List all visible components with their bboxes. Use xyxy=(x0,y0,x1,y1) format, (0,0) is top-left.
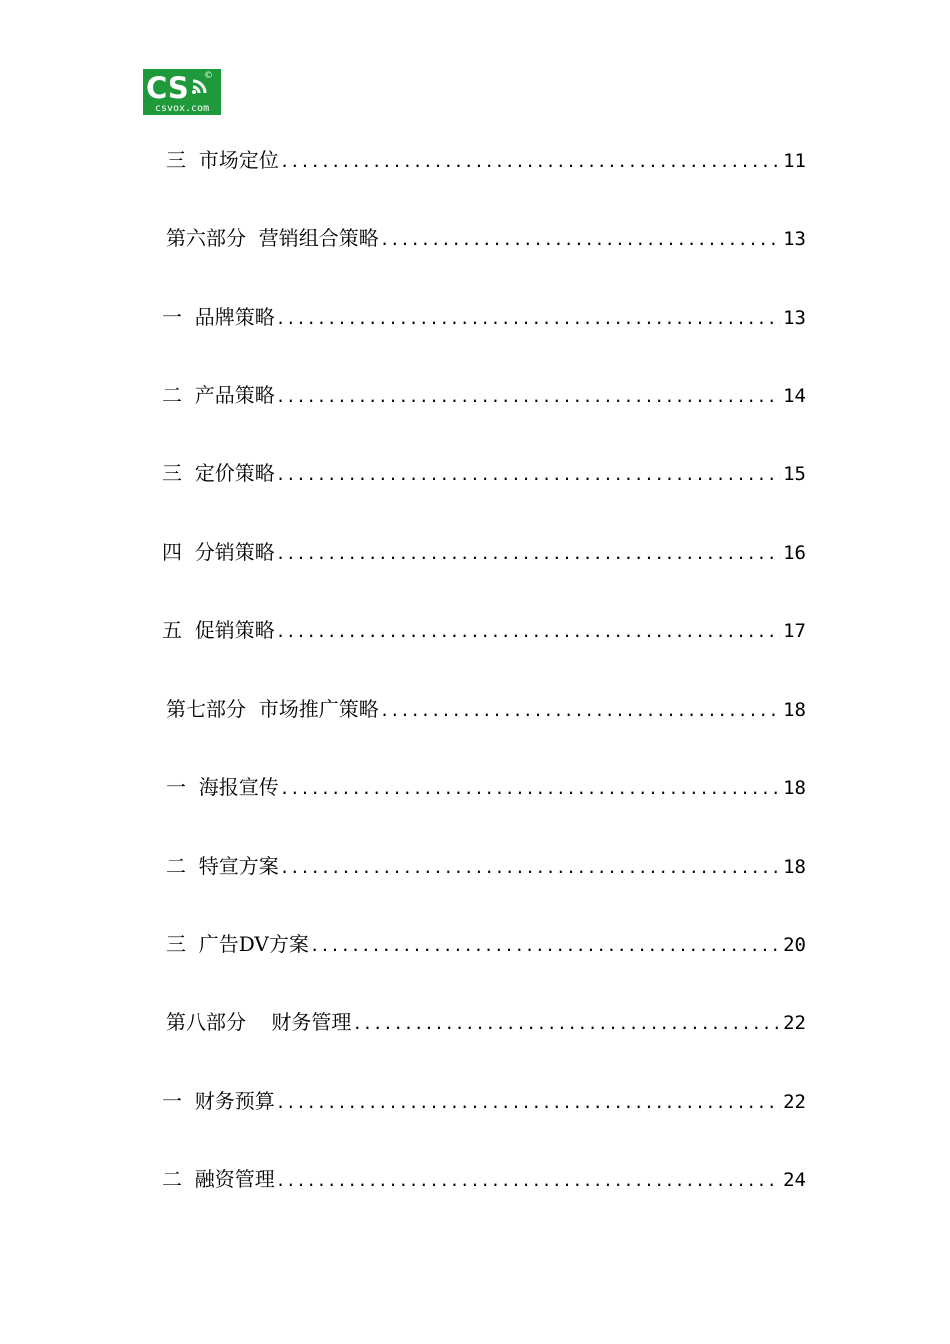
toc-dot-leader xyxy=(310,933,781,959)
toc-page-number: 14 xyxy=(783,385,806,407)
toc-entry-label: 二 融资管理 xyxy=(162,1167,275,1191)
toc-entry-financial-budget[interactable] xyxy=(162,1088,806,1114)
toc-entry-special-promotion[interactable] xyxy=(166,853,806,879)
toc-entry-label: 二 产品策略 xyxy=(162,383,275,407)
toc-entry-poster-campaign[interactable] xyxy=(166,774,806,800)
toc-entry-label: 五 促销策略 xyxy=(162,618,275,642)
toc-entry-part-seven[interactable] xyxy=(166,696,806,722)
toc-page-number: 22 xyxy=(783,1012,806,1034)
toc-page-number: 22 xyxy=(783,1091,806,1113)
toc-entry-pricing-strategy[interactable] xyxy=(162,460,806,486)
toc-page-number: 24 xyxy=(783,1169,806,1191)
toc-page-number: 13 xyxy=(783,228,806,250)
toc-entry-label: 一 海报宣传 xyxy=(166,775,279,799)
toc-entry-part-six[interactable] xyxy=(166,225,806,251)
toc-page-number: 16 xyxy=(783,542,806,564)
toc-entry-part-eight[interactable] xyxy=(166,1009,806,1035)
toc-entry-label: 一 财务预算 xyxy=(162,1089,275,1113)
toc-page-number: 18 xyxy=(783,856,806,878)
toc-entry-product-strategy[interactable] xyxy=(162,382,806,408)
toc-dot-leader xyxy=(276,384,781,410)
toc-page-number: 18 xyxy=(783,777,806,799)
toc-dot-leader xyxy=(276,1168,781,1194)
toc-entry-label: 第八部分 财务管理 xyxy=(166,1010,352,1034)
toc-entry-label: 一 品牌策略 xyxy=(162,305,275,329)
toc-entry-market-positioning[interactable] xyxy=(166,147,806,173)
toc-dot-leader xyxy=(380,227,781,253)
toc-page-number: 15 xyxy=(783,463,806,485)
toc-entry-label: 第七部分 市场推广策略 xyxy=(166,697,379,721)
toc-page-number: 11 xyxy=(783,150,806,172)
copyright-symbol: © xyxy=(204,71,213,81)
toc-entry-financing-management[interactable] xyxy=(162,1166,806,1192)
toc-page-number: 13 xyxy=(783,307,806,329)
toc-entry-label: 第六部分 营销组合策略 xyxy=(166,226,379,250)
toc-dot-leader xyxy=(276,619,781,645)
toc-entry-distribution-strategy[interactable] xyxy=(162,539,806,565)
toc-dot-leader xyxy=(280,776,781,802)
toc-entry-label: 三 市场定位 xyxy=(166,148,279,172)
toc-page-number: 18 xyxy=(783,699,806,721)
toc-dot-leader xyxy=(280,149,781,175)
toc-dot-leader xyxy=(280,855,781,881)
toc-page-number: 17 xyxy=(783,620,806,642)
toc-page-number: 20 xyxy=(783,934,806,956)
logo-letters: CS xyxy=(146,71,189,105)
toc-dot-leader xyxy=(380,698,781,724)
toc-entry-ad-dv-plan[interactable] xyxy=(166,931,806,957)
toc-entry-label: 二 特宣方案 xyxy=(166,854,279,878)
toc-dot-leader xyxy=(276,462,781,488)
toc-entry-label: 三 定价策略 xyxy=(162,461,275,485)
toc-dot-leader xyxy=(276,541,781,567)
toc-entry-label: 四 分销策略 xyxy=(162,540,275,564)
toc-entry-promotion-strategy[interactable] xyxy=(162,617,806,643)
toc-dot-leader xyxy=(352,1011,781,1037)
toc-entry-label: 三 广告DV方案 xyxy=(166,932,309,956)
toc-entry-brand-strategy[interactable] xyxy=(162,304,806,330)
logo-domain-text: csvox.com xyxy=(154,103,210,114)
toc-dot-leader xyxy=(276,1090,781,1116)
toc-dot-leader xyxy=(276,306,781,332)
